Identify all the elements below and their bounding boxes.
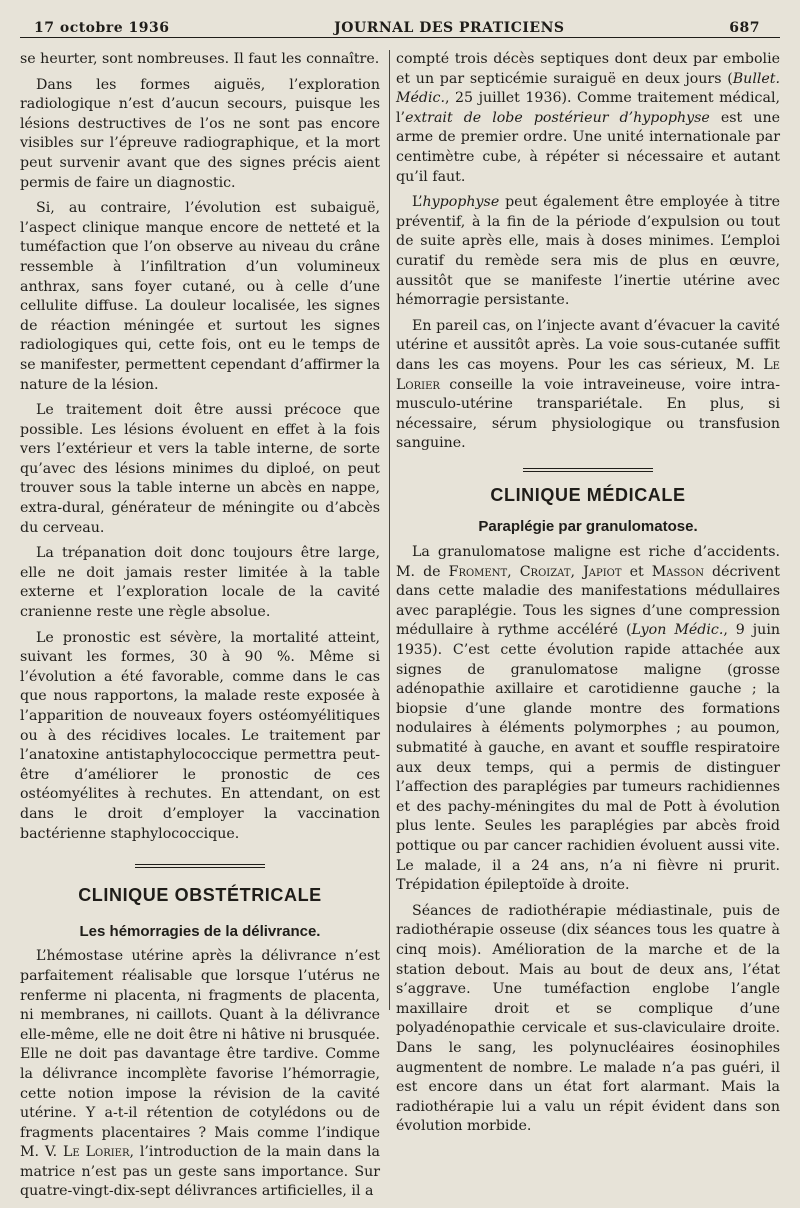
section-heading-obstetrique: CLINIQUE OBSTÉTRICALE: [78, 885, 322, 906]
author-name: Le Lorier: [63, 1144, 130, 1161]
column-divider: [389, 50, 390, 1010]
author-name: Le Lorier: [396, 356, 780, 393]
emphasis: extrait de lobe postérieur d’hypophyse: [405, 109, 710, 126]
header-rule: [20, 37, 780, 38]
emphasis: hypophyse: [422, 194, 500, 211]
section-ornament: [20, 864, 380, 870]
paragraph: Séances de radiothérapie médiastinale, puis de radiothérapie osseuse (dix séances tous les quatre à cinq mois). Amélioration de la marche et de la station debout. Mais au bout de deux ans, l’état s’aggrave. Une tuméfaction englobe l’angle maxillaire droit et se complique d’une polyadénopathie cervicale et sus-claviculaire droite. Dans le sang, les polynucléaires éosinophiles augmentent de nombre. Le malade n’a pas guéri, il est encore dans un état fort alarmant. Mais la radiothérapie lui a valu un répit évident dans son évolution morbide.: [396, 902, 780, 1135]
paragraph: La trépanation doit donc toujours être large, elle ne doit jamais rester limitée à la table externe et l’exploration locale de la cavité cranienne reste une règle absolue.: [20, 545, 380, 621]
subsection-heading-hemorragies: Les hémorragies de la délivrance.: [79, 922, 321, 940]
left-column: [20, 50, 380, 1208]
header-journal-title: JOURNAL DES PRATICIENS: [334, 20, 565, 36]
citation: Lyon Médic.: [631, 622, 724, 639]
citation: Bullet. Médic.: [396, 70, 780, 107]
header-date: 17 octobre 1936: [34, 20, 170, 36]
section-heading-medicale: CLINIQUE MÉDICALE: [490, 484, 686, 505]
author-name: Masson: [651, 563, 704, 580]
paragraph: Le traitement doit être aussi précoce que possible. Les lésions évoluent en effet à la fois vers l’extérieur et vers la table interne, de sorte qu’avec des lésions minimes du diploé, on peut trouver sous la table interne un abcès en nappe, extra-dural, générateur de méningite ou d’abcès du cerveau.: [20, 402, 380, 536]
paragraph: Si, au contraire, l’évolution est subaiguë, l’aspect clinique manque encore de netteté et la tuméfaction que l’on observe au niveau du crâne ressemble à l’infiltration d’un volumineux anthrax, sans foyer cutané, ou à celle d’une cellulite diffuse. La douleur localisée, les signes de réaction méningée et surtout les signes radiologiques qui, cette fois, ont eu le temps de se manifester, permettent cependant d’affirmer la nature de la lésion.: [20, 200, 380, 393]
subsection-heading-paraplegie: Paraplégie par granulomatose.: [478, 518, 698, 536]
paragraph: En pareil cas, on l’injecte avant d’évacuer la cavité utérine et aussitôt après. La voie sous-cutanée suffit dans les cas moyens. Pour les cas sérieux, M. Le Lorier conseille la voie intraveineuse, voire intra-musculo-utérine transpariétale. En plus, si nécessaire, sérum physiologique ou transfusion sanguine.: [396, 317, 780, 452]
author-names: Froment, Croizat, Japiot: [448, 563, 622, 580]
paragraph: Dans les formes aiguës, l’exploration radiologique n’est d’aucun secours, puisque les lésions destructives de l’os ne sont pas encore visibles sur l’épreuve radiographique, et la mort peut survenir avant que des signes précis aient permis de faire un diagnostic.: [20, 76, 380, 191]
paragraph: L’hypophyse peut également être employée à titre préventif, à la fin de la période d’expulsion ou tout de suite après elle, mais à doses minimes. L’emploi curatif du remède sera mis de plus en œuvre, aussitôt que se manifeste l’inertie utérine avec hémorragie persistante.: [396, 194, 780, 309]
paragraph: compté trois décès septiques dont deux par embolie et un par septicémie suraiguë en deux jours (Bullet. Médic., 25 juillet 1936). Comme traitement médical, l’extrait de lobe postérieur d’hypophyse est une arme de premier ordre. Une unité internationale par centimètre cube, à répéter si nécessaire et autant qu’il faut.: [396, 51, 780, 185]
header-page-number: 687: [729, 20, 760, 36]
paragraph: L’hémostase utérine après la délivrance n’est parfaitement réalisable que lorsque l’utérus ne renferme ni placenta, ni fragments de placenta, ni membranes, ni caillots. Quant à la délivrance elle-même, elle ne doit être ni hâtive ni brusquée. Elle ne doit pas davantage être tardive. Comme la délivrance incomplète favorise l’hémorragie, cette notion impose la révision de la cavité utérine. Y a-t-il rétention de cotylédons ou de fragments placentaires ? Mais comme l’indique M. V. Le Lorier, l’introduction de la main dans la matrice n’est pas un geste sans importance. Sur quatre-vingt-dix-sept délivrances artificielles, il a: [20, 948, 380, 1200]
section-ornament: [396, 468, 780, 474]
paragraph: La granulomatose maligne est riche d’accidents. M. de Froment, Croizat, Japiot et Masson décrivent dans cette maladie des manifestations médullaires avec paraplégie. Tous les signes d’une compression médullaire à rythme accéléré (Lyon Médic., 9 juin 1935). C’est cette évolution rapide attachée aux signes de granulomatose maligne (grosse adénopathie axillaire et carotidienne gauche ; la biopsie d’une glande montre des formations nodulaires à éléments polymorphes ; au poumon, submatité à gauche, en avant et souffle respiratoire aux deux temps, qui a permis de distinguer l’affection des paraplégies par tumeurs rachidiennes et des pachy-méningites du mal de Pott à évolution plus lente. Seules les paraplégies par abcès froid pottique ou par cancer rachidien évoluent aussi vite. Le malade, il a 24 ans, n’a ni fièvre ni prurit. Trépidation épileptoïde à droite.: [396, 544, 780, 894]
paragraph: se heurter, sont nombreuses. Il faut les connaître.: [20, 51, 380, 67]
right-column: [396, 50, 780, 1143]
paragraph: Le pronostic est sévère, la mortalité atteint, suivant les formes, 30 à 90 %. Même si l’évolution a été favorable, comme dans le cas que nous rapportons, la malade reste exposée à l’apparition de nouveaux foyers ostéomyélitiques ou à des récidives locales. Le traitement par l’anatoxine antistaphylococcique permettra peut-être d’améliorer le pronostic de ces ostéomyélites à rechutes. En attendant, on est dans le droit d’employer la vaccination bactérienne staphylococcique.: [20, 629, 380, 842]
running-header: [34, 14, 760, 36]
